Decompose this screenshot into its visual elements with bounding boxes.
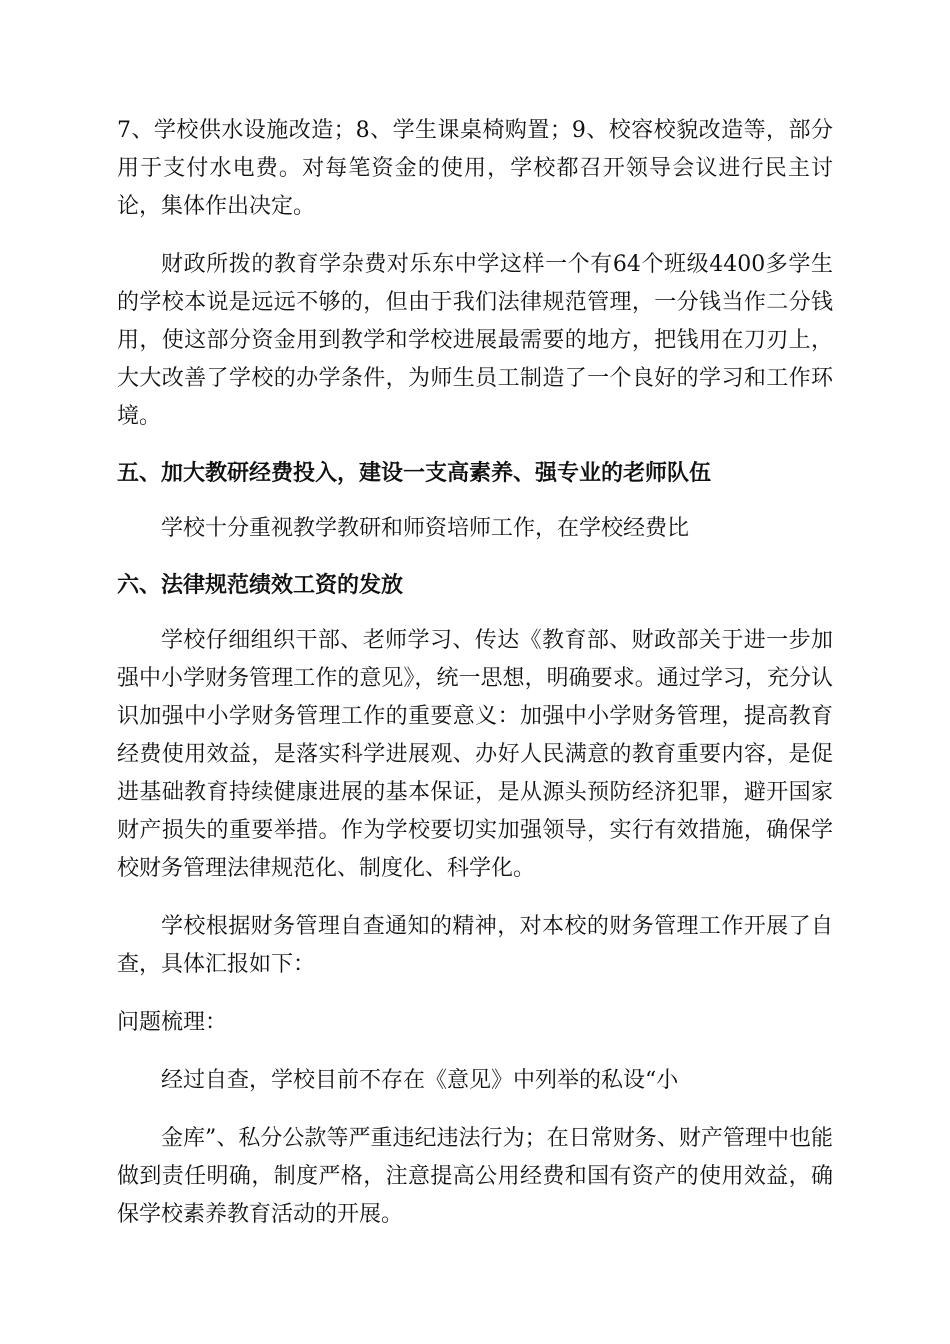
paragraph-funding-usage: 财政所拨的教育学杂费对乐东中学这样一个有64个班级4400多学生的学校本说是远远不够的，但由于我们法律规范管理，一分钱当作二分钱用，使这部分资金用到教学和学校进展最需要的地方，把钱用在刀刃上，大大改善了学校的办学条件，为师生员工制造了一个良好的学习和工作环境。 — [117, 252, 833, 429]
document-page — [117, 112, 833, 1234]
paragraph-compliance: 金库”、私分公款等严重违纪违法行为；在日常财务、财产管理中也能做到责任明确，制度严格，注意提高公用经费和国有资产的使用效益，确保学校素养教育活动的开展。 — [117, 1126, 833, 1227]
section-heading-six: 六、法律规范绩效工资的发放 — [117, 572, 404, 598]
section-heading-five: 五、加大教研经费投入，建设一支高素养、强专业的老师队伍 — [117, 460, 712, 486]
paragraph-study-opinion: 学校仔细组织干部、老师学习、传达《教育部、财政部关于进一步加强中小学财务管理工作的意见》，统一思想，明确要求。通过学习，充分认识加强中小学财务管理工作的重要意义：加强中小学财务管理，提高教育经费使用效益，是落实科学进展观、办好人民满意的教育重要内容，是促进基础教育持续健康进展的基本保证，是从源头预防经济犯罪，避开国家财产损失的重要举措。作为学校要切实加强领导，实行有效措施，确保学校财务管理法律规范化、制度化、科学化。 — [117, 628, 833, 881]
paragraph-facility-items: 7、学校供水设施改造；8、学生课桌椅购置；9、校容校貌改造等，部分用于支付水电费。对每笔资金的使用，学校都召开领导会议进行民主讨论，集体作出决定。 — [117, 118, 833, 219]
paragraph-issue-label: 问题梳理： — [117, 1010, 228, 1035]
paragraph-self-check: 学校根据财务管理自查通知的精神，对本校的财务管理工作开展了自查，具体汇报如下： — [117, 914, 833, 977]
paragraph-self-check-result: 经过自查，学校目前不存在《意见》中列举的私设“小 — [161, 1068, 679, 1093]
paragraph-teacher-training: 学校十分重视教学教研和师资培师工作，在学校经费比 — [161, 516, 690, 541]
